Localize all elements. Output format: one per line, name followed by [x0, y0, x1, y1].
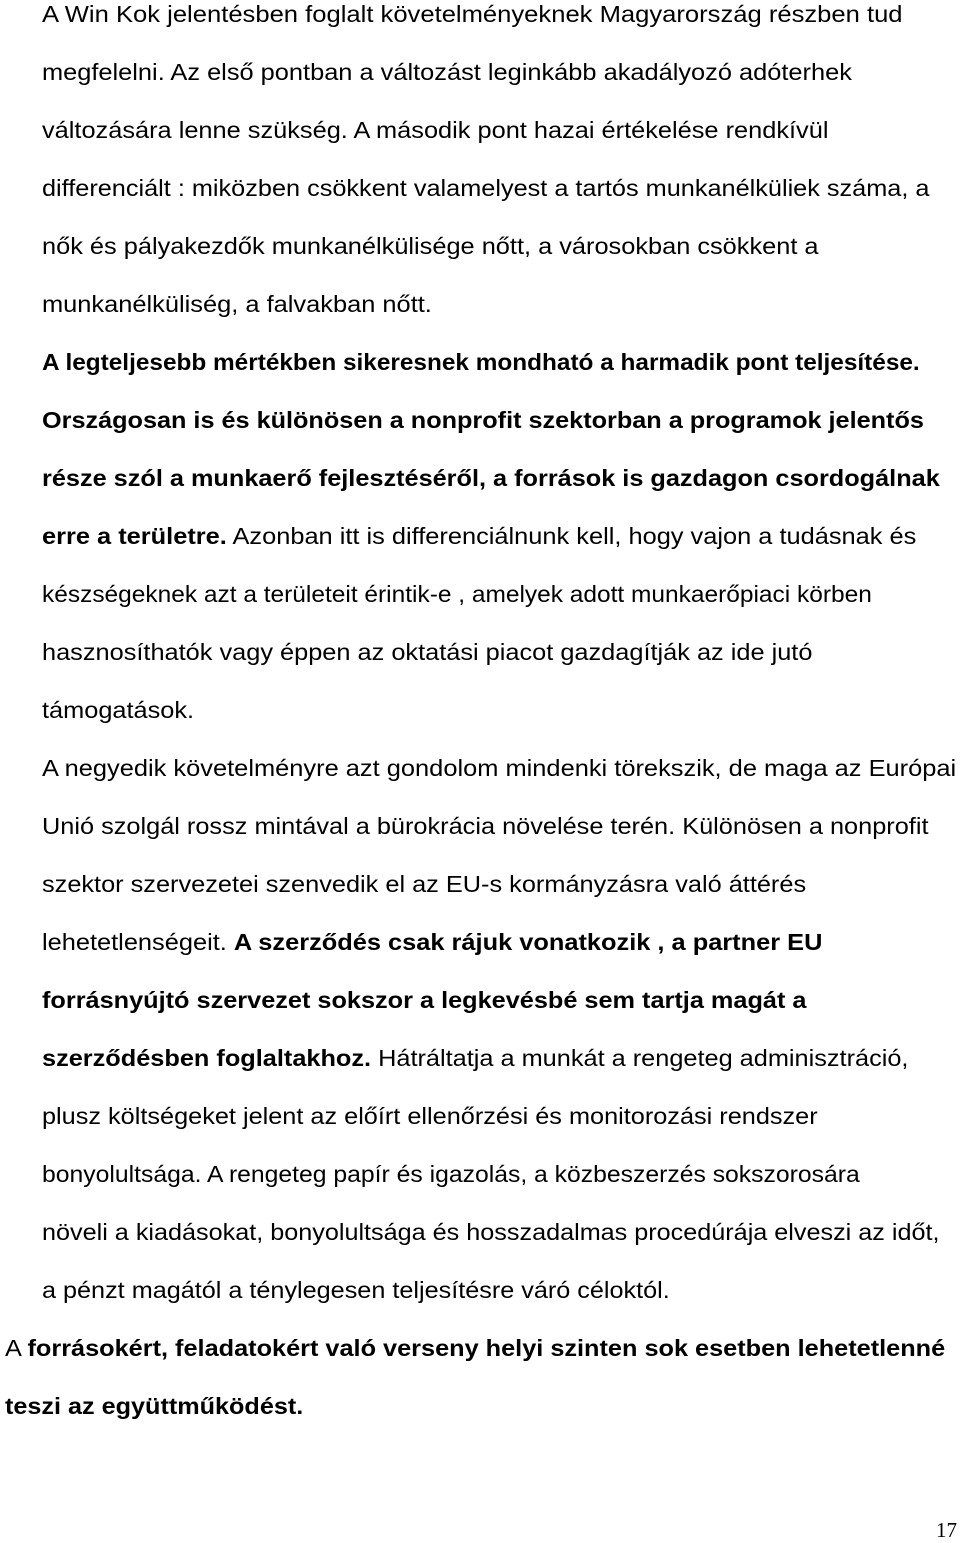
text-span: készségeknek azt a területeit érintik-e , amelyek adott munkaerőpiaci körben: [42, 581, 872, 607]
text-line: [42, 58, 852, 86]
text-span: Unió szolgál rossz mintával a bürokrácia növelése terén. Különösen a nonprofit: [42, 813, 929, 839]
page-number: 17: [936, 1518, 957, 1542]
text-line: [42, 696, 194, 724]
text-line: [42, 348, 920, 376]
text-line: [42, 754, 956, 782]
text-span: szektor szervezetei szenvedik el az EU-s kormányzásra való áttérés: [42, 871, 807, 897]
text-span: bonyolultsága. A rengeteg papír és igazolás, a közbeszerzés sokszorosára: [42, 1161, 860, 1187]
text-line: [42, 638, 812, 666]
text-line: [5, 1392, 303, 1420]
text-span: A Win Kok jelentésben foglalt követelményeknek Magyarország részben tud: [42, 1, 903, 27]
text-span: a pénzt magától a ténylegesen teljesítésre váró céloktól.: [42, 1277, 670, 1303]
text-line: [42, 580, 872, 608]
text-span: A: [5, 1335, 28, 1361]
bold-text: erre a területre.: [42, 523, 227, 549]
text-line: [42, 1102, 818, 1130]
text-line: [42, 986, 806, 1014]
text-line: [42, 174, 929, 202]
text-span: nők és pályakezdők munkanélkülisége nőtt, a városokban csökkent a: [42, 233, 819, 259]
text-span: megfelelni. Az első pontban a változást leginkább akadályozó adóterhek: [42, 59, 852, 85]
text-span: differenciált : miközben csökkent valamelyest a tartós munkanélküliek száma, a: [42, 175, 930, 201]
text-span: plusz költségeket jelent az előírt ellenőrzési és monitorozási rendszer: [42, 1103, 818, 1129]
text-line: [42, 1044, 908, 1072]
text-line: [42, 522, 916, 550]
text-span: támogatások.: [42, 697, 195, 723]
text-line: [42, 406, 924, 434]
bold-text: A legteljesebb mértékben sikeresnek mondható a harmadik pont teljesítése.: [42, 349, 920, 375]
text-line: [5, 1334, 945, 1362]
bold-text: szerződésben foglaltakhoz.: [42, 1045, 372, 1071]
text-span: munkanélküliség, a falvakban nőtt.: [42, 291, 432, 317]
bold-text: része szól a munkaerő fejlesztéséről, a források is gazdagon csordogálnak: [42, 465, 940, 491]
bold-text: forrásokért, feladatokért való verseny helyi szinten sok esetben lehetetlenné: [27, 1335, 946, 1361]
text-line: [42, 1160, 860, 1188]
bold-text: Országosan is és különösen a nonprofit szektorban a programok jelentős: [42, 407, 924, 433]
text-line: [42, 870, 806, 898]
text-span: Hátráltatja a munkát a rengeteg adminisztráció,: [371, 1045, 909, 1071]
bold-text: forrásnyújtó szervezet sokszor a legkevésbé sem tartja magát a: [42, 987, 807, 1013]
bold-text: teszi az együttműködést.: [5, 1393, 304, 1419]
text-span: Azonban itt is differenciálnunk kell, hogy vajon a tudásnak és: [226, 523, 917, 549]
text-line: [42, 1218, 940, 1246]
text-line: [42, 0, 903, 28]
text-line: [42, 928, 822, 956]
bold-text: A szerződés csak rájuk vonatkozik , a partner EU: [233, 929, 823, 955]
text-line: [42, 464, 940, 492]
text-span: lehetetlenségeit.: [42, 929, 234, 955]
text-span: növeli a kiadásokat, bonyolultsága és hosszadalmas procedúrája elveszi az időt,: [42, 1219, 940, 1245]
text-line: [42, 1276, 670, 1304]
text-line: [42, 232, 819, 260]
text-line: [42, 812, 928, 840]
text-span: változására lenne szükség. A második pont hazai értékelése rendkívül: [42, 117, 829, 143]
text-line: [42, 116, 828, 144]
text-span: A negyedik követelményre azt gondolom mindenki törekszik, de maga az Európai: [42, 755, 957, 781]
text-line: [42, 290, 432, 318]
text-span: hasznosíthatók vagy éppen az oktatási piacot gazdagítják az ide jutó: [42, 639, 813, 665]
